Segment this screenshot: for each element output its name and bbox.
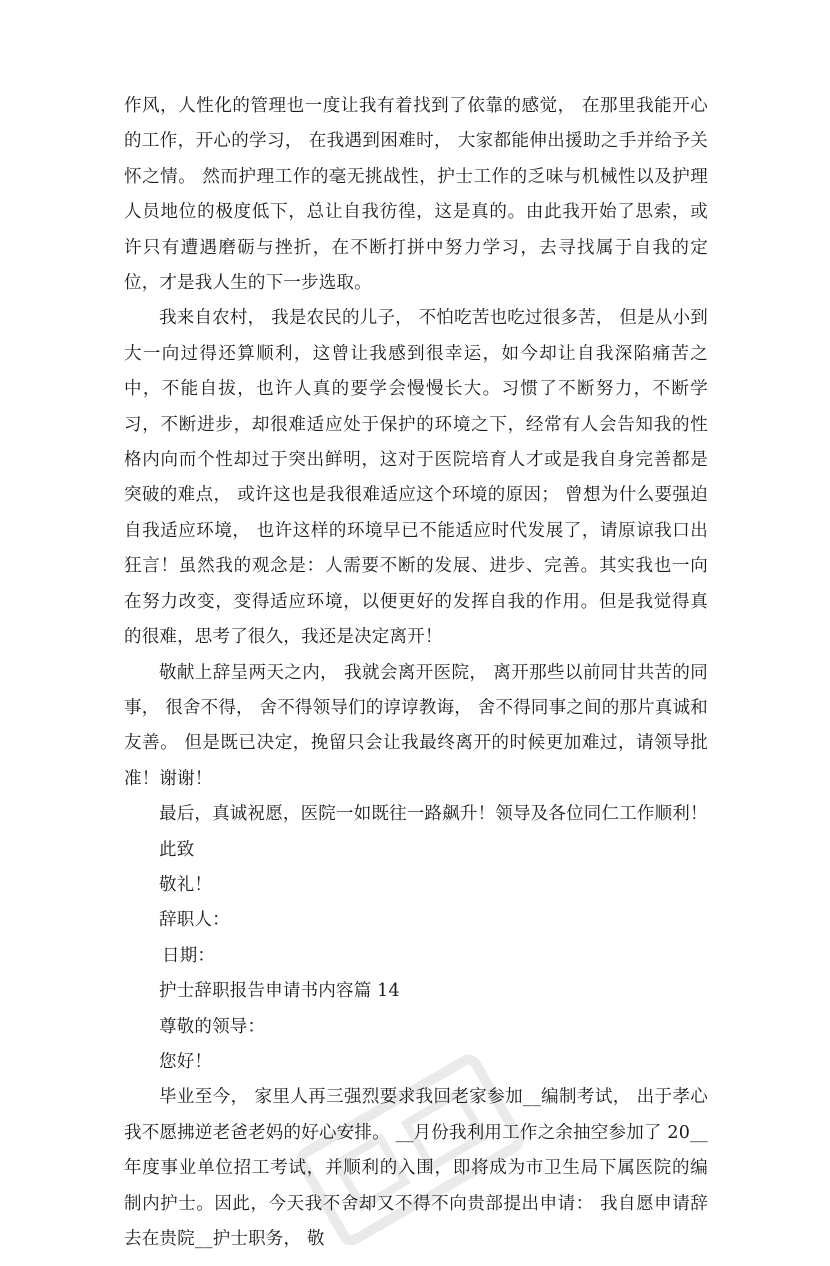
paragraph-graduation: 毕业至今， 家里人再三强烈要求我回老家参加__编制考试， 出于孝心我不愿拂逆老爸老妈的好心安排。 __月份我利用工作之余抽空参加了 20__年度事业单位招工考试，并顺利的入围，即将成为市卫生局下属医院的编制内护士。因此，今天我不舍却又不得不向贵部提出申请： 我自愿申请辞去在贵院__护士职务， 敬 [124, 1087, 708, 1249]
greeting: 您好！ [159, 1051, 213, 1072]
paragraph-background: 我来自农村， 我是农民的儿子， 不怕吃苦也吃过很多苦， 但是从小到大一向过得还算顺利，这曾让我感到很幸运，如今却让自我深陷痛苦之中，不能自拔，也许人真的要学会慢慢长大。习惯了不断努力，不断学习，不断进步，却很难适应处于保护的环境之下，经常有人会告知我的性格内向而个性却过于突出鲜明，这对于医院培育人才或是我自身完善都是突破的难点， 或许这也是我很难适应这个环境的原因； 曾想为什么要强迫自我适应环境， 也许这样的环境早已不能适应时代发展了，请原谅我口出狂言！虽然我的观念是：人需要不断的发展、进步、完善。其实我也一向在努力改变，变得适应环境，以便更好的发挥自我的作用。但是我觉得真的很难，思考了很久，我还是决定离开！ [124, 308, 708, 648]
salutation: 尊敬的领导： [159, 1016, 266, 1037]
paragraph-wishes: 最后，真诚祝愿，医院一如既往一路飙升！领导及各位同仁工作顺利！ [159, 804, 708, 825]
closing-resigner: 辞职人： [159, 910, 230, 931]
closing-date: 日期： [162, 945, 216, 966]
paragraph-workstyle: 作风，人性化的管理也一度让我有着找到了依靠的感觉， 在那里我能开心的工作，开心的学习， 在我遇到困难时， 大家都能伸出援助之手并给予关怀之情。 然而护理工作的毫无挑战性，护士工作的乏味与机械性以及护理人员地位的极度低下，总让自我彷徨，这是真的。由此我开始了思索，或许只有遭遇磨砺与挫折，在不断打拼中努力学习，去寻找属于自我的定位，才是我人生的下一步选取。 [124, 96, 708, 294]
paragraph-farewell: 敬献上辞呈两天之内， 我就会离开医院， 离开那些以前同甘共苦的同事， 很舍不得， 舍不得领导们的谆谆教诲， 舍不得同事之间的那片真诚和友善。 但是既已决定，挽留只会让我最终离开的时候更加难过，请领导批准！谢谢！ [124, 662, 708, 789]
closing-jingli: 敬礼！ [159, 874, 213, 895]
section-title: 护士辞职报告申请书内容篇 14 [159, 981, 400, 1002]
closing-cizhi: 此致 [159, 839, 195, 860]
